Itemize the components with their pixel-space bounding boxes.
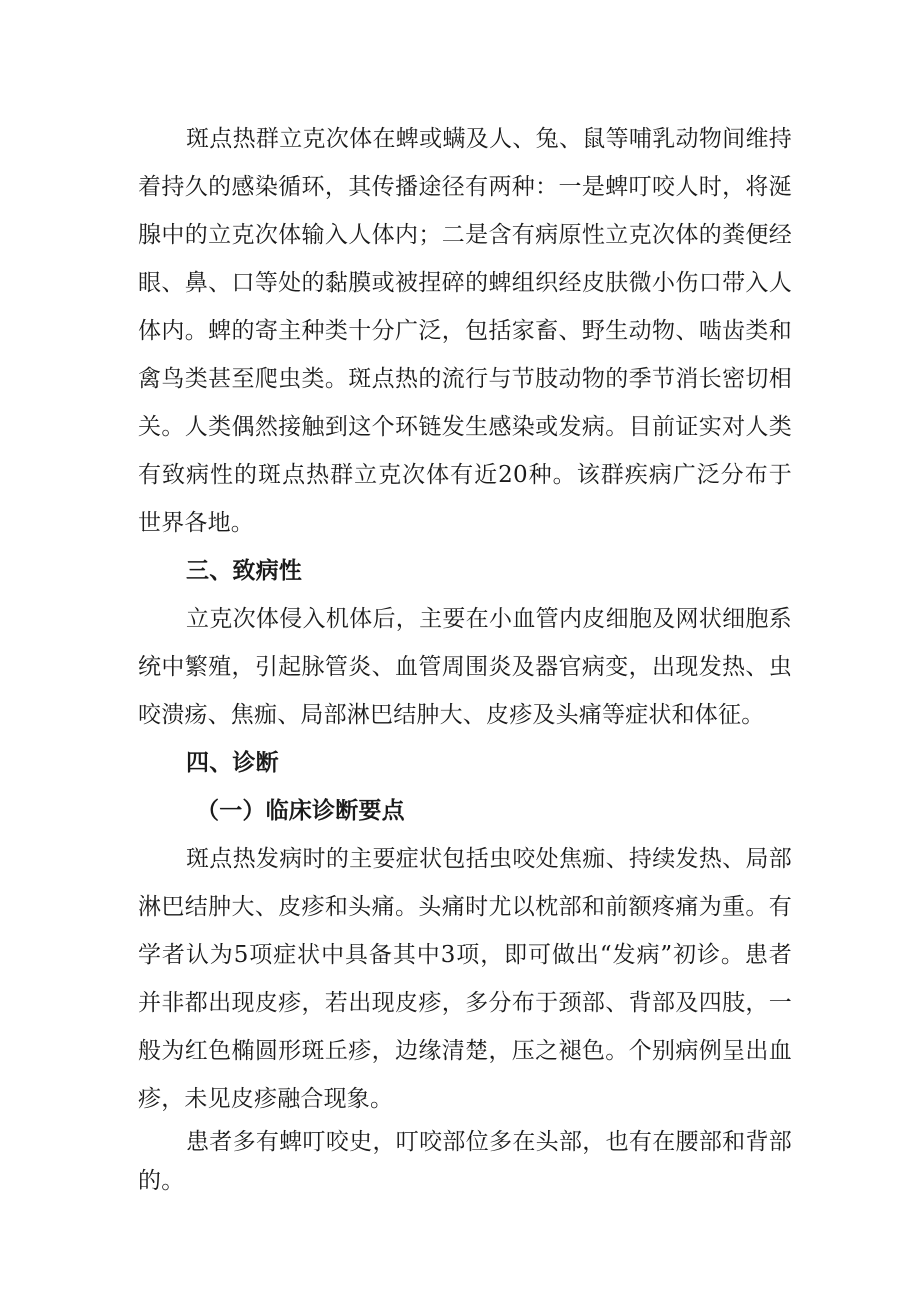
paragraph-tick-bite-history: 患者多有蜱叮咬史，叮咬部位多在头部，也有在腰部和背部的。 xyxy=(138,1129,792,1194)
subsection-heading-clinical-diagnosis: （一）临床诊断要点 xyxy=(196,797,405,824)
section-heading-diagnosis: 四、诊断 xyxy=(186,749,279,776)
paragraph-clinical-symptoms: 斑点热发病时的主要症状包括虫咬处焦痂、持续发热、局部淋巴结肿大、皮疹和头痛。头痛时尤以枕部和前额疼痛为重。有学者认为5项症状中具备其中3项，即可做出“发病”初诊。患者并非都出现皮疹，若出现皮疹，多分布于颈部、背部及四肢，一般为红色椭圆形斑丘疹，边缘清楚，压之褪色。个别病例呈出血疹，未见皮疹融合现象。 xyxy=(138,846,792,1112)
paragraph-pathogenicity: 立克次体侵入机体后，主要在小血管内皮细胞及网状细胞系统中繁殖，引起脉管炎、血管周围炎及器官病变，出现发热、虫咬溃疡、焦痂、局部淋巴结肿大、皮疹及头痛等症状和体征。 xyxy=(138,606,792,728)
section-heading-pathogenicity: 三、致病性 xyxy=(186,557,302,584)
document-body xyxy=(138,115,792,1201)
paragraph-transmission: 斑点热群立克次体在蜱或螨及人、兔、鼠等哺乳动物间维持着持久的感染循环，其传播途径有两种：一是蜱叮咬人时，将涎腺中的立克次体输入人体内；二是含有病原性立克次体的粪便经眼、鼻、口等处的黏膜或被捏碎的蜱组织经皮肤微小伤口带入人体内。蜱的寄主种类十分广泛，包括家畜、野生动物、啮齿类和禽鸟类甚至爬虫类。斑点热的流行与节肢动物的季节消长密切相关。人类偶然接触到这个环链发生感染或发病。目前证实对人类有致病性的斑点热群立克次体有近20种。该群疾病广泛分布于世界各地。 xyxy=(138,126,792,536)
